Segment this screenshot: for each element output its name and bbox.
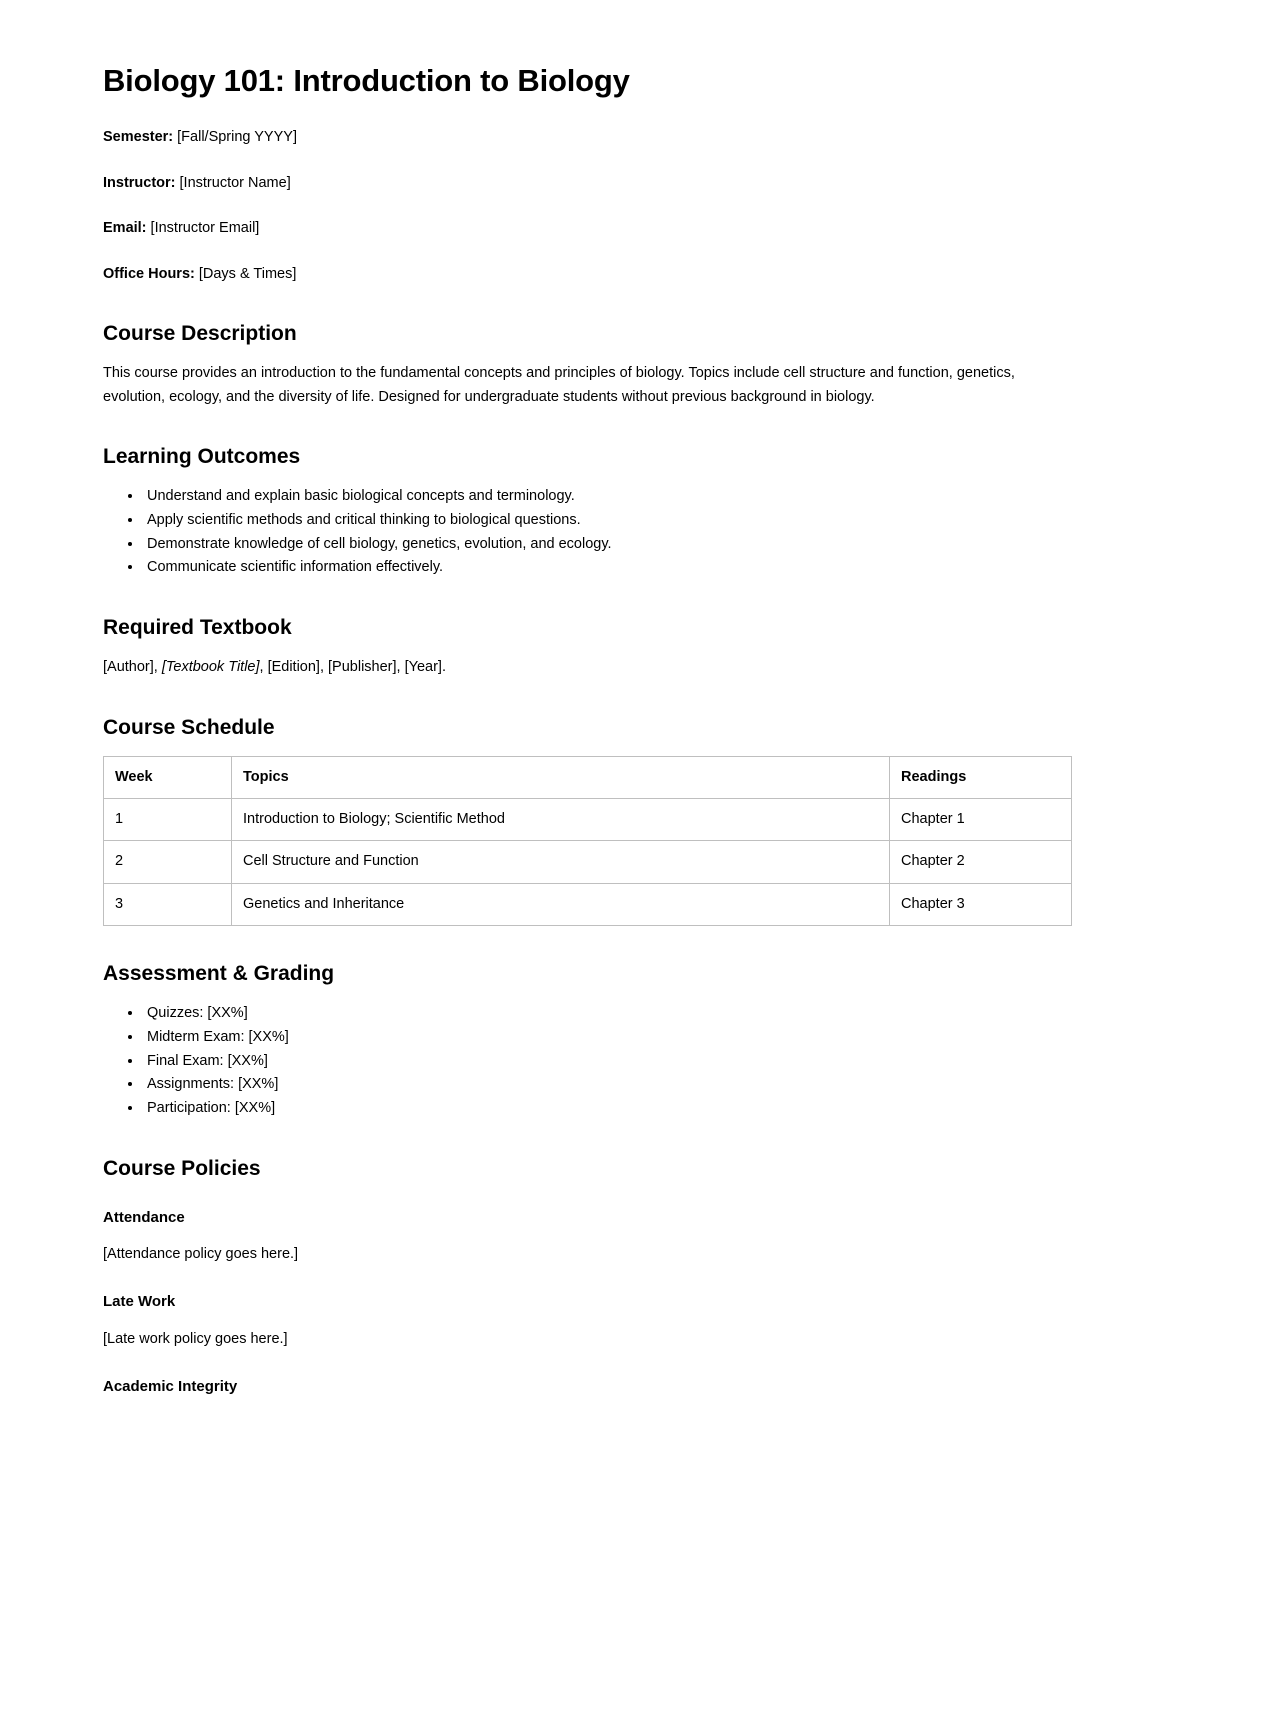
list-item: • Understand and explain basic biological concepts and terminology. <box>143 485 1163 509</box>
cell-reading: Chapter 2 <box>890 841 1072 883</box>
policy-heading-academic-integrity: Academic Integrity <box>103 1378 238 1396</box>
list-item: • Demonstrate knowledge of cell biology, genetics, evolution, and ecology. <box>143 533 1163 557</box>
course-description-text: This course provides an introduction to the fundamental concepts and principles of biology. Topics include cell structure and function, genetics, evolution, ecology, and the diversity of life. Designed for undergraduate students without previous background in biology. <box>103 365 1015 405</box>
cell-week: 3 <box>104 883 232 925</box>
required-textbook-citation <box>103 656 1033 679</box>
table-row <box>104 799 1072 841</box>
policy-heading-attendance: Attendance <box>103 1208 185 1226</box>
section-heading-required-textbook: Required Textbook <box>103 615 292 639</box>
citation-author: [Author], <box>103 659 162 676</box>
section-heading-course-schedule: Course Schedule <box>103 715 275 739</box>
table-row <box>104 841 1072 883</box>
table-row <box>104 883 1072 925</box>
list-item: • Apply scientific methods and critical thinking to biological questions. <box>143 509 1163 533</box>
policy-text-late-work: [Late work policy goes here.] <box>103 1330 288 1347</box>
list-item: • Final Exam: [XX%] <box>143 1050 1163 1074</box>
list-item: • Quizzes: [XX%] <box>143 1002 1163 1026</box>
cell-topic: Cell Structure and Function <box>232 841 890 883</box>
meta-office-hours-label: Office Hours: <box>103 266 195 282</box>
list-item: • Participation: [XX%] <box>143 1097 1163 1121</box>
cell-reading: Chapter 1 <box>890 799 1072 841</box>
column-header-week: Week <box>104 756 232 798</box>
cell-reading: Chapter 3 <box>890 883 1072 925</box>
list-item: • Communicate scientific information effectively. <box>143 556 1163 580</box>
column-header-readings: Readings <box>890 756 1072 798</box>
column-header-topics: Topics <box>232 756 890 798</box>
meta-semester <box>103 127 1163 149</box>
meta-office-hours <box>103 264 1163 286</box>
assessment-list <box>103 1002 1163 1120</box>
page-title: Biology 101: Introduction to Biology <box>103 63 630 98</box>
table-header-row <box>104 756 1072 798</box>
meta-semester-label: Semester: <box>103 128 174 145</box>
meta-instructor-value: [Instructor Name] <box>175 174 291 191</box>
citation-rest: , [Edition], [Publisher], [Year]. <box>259 659 446 676</box>
learning-outcomes-list <box>103 485 1163 580</box>
meta-email <box>103 218 1163 240</box>
list-item: • Midterm Exam: [XX%] <box>143 1026 1163 1050</box>
section-heading-course-description: Course Description <box>103 321 297 345</box>
section-heading-assessment-grading: Assessment & Grading <box>103 962 335 986</box>
citation-title: [Textbook Title] <box>161 659 260 676</box>
section-heading-course-policies: Course Policies <box>103 1156 261 1180</box>
meta-email-label: Email: <box>103 220 147 237</box>
course-schedule-table <box>103 756 1072 926</box>
policy-text-attendance: [Attendance policy goes here.] <box>103 1246 299 1263</box>
cell-topic: Introduction to Biology; Scientific Method <box>232 799 890 841</box>
meta-office-hours-value: [Days & Times] <box>194 266 297 282</box>
meta-email-value: [Instructor Email] <box>146 220 260 237</box>
meta-instructor <box>103 173 1163 195</box>
cell-week: 2 <box>104 841 232 883</box>
list-item: • Assignments: [XX%] <box>143 1073 1163 1097</box>
policy-heading-late-work: Late Work <box>103 1293 176 1311</box>
cell-week: 1 <box>104 799 232 841</box>
meta-semester-value: [Fall/Spring YYYY] <box>173 128 297 145</box>
meta-instructor-label: Instructor: <box>103 174 176 191</box>
section-heading-learning-outcomes: Learning Outcomes <box>103 445 301 469</box>
cell-topic: Genetics and Inheritance <box>232 883 890 925</box>
